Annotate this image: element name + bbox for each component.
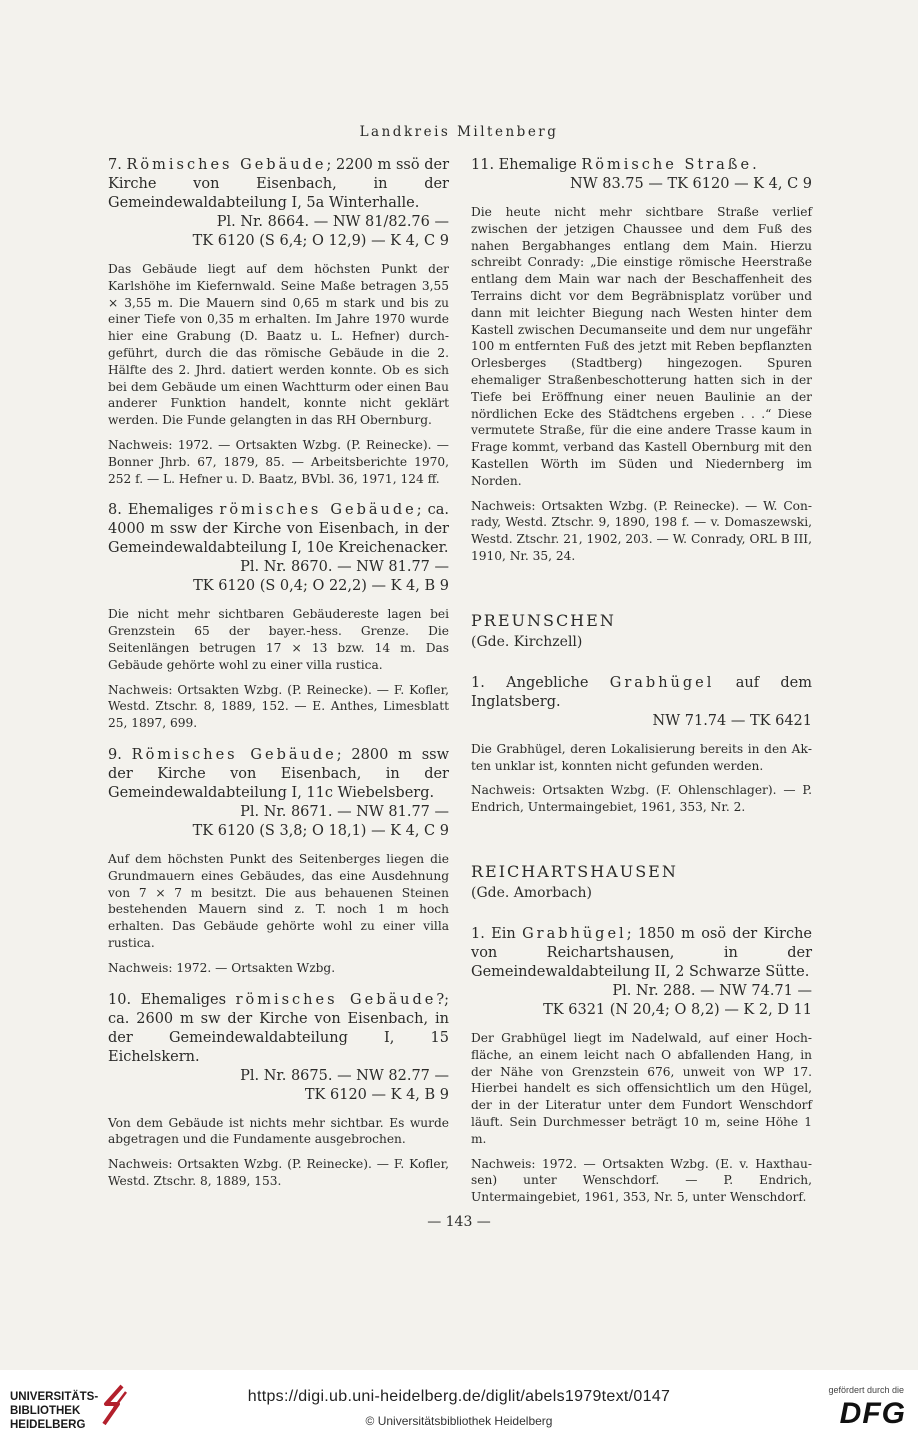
entry-title: Römisches Gebäude <box>131 746 337 763</box>
permalink-url[interactable]: https://digi.ub.uni-heidelberg.de/diglit/abels1979text/0147 <box>247 1388 671 1405</box>
municipality-subheading: (Gde. Kirchzell) <box>471 633 583 650</box>
library-logo-text: UNIVERSITÄTS- BIBLIOTHEK HEIDELBERG <box>10 1391 99 1431</box>
entry-body: Der Grabhügel liegt im Nadelwald, auf einer Hochfläche, an einem leicht nach O abfallenden Hang, in der Nähe von Grenzstein 676, unweit von WP 17. Hierbei handelt es sich offensichtlich um den Hügel, der in der Literatur unter dem Fundort Wenschdorf läuft. Sein Durchmesser beträgt 10 m, seine Höhe 1 m. <box>471 1030 812 1146</box>
entry-number: 10. Ehemaliges <box>108 991 227 1008</box>
entry-title: Römisches Gebäude <box>126 157 327 173</box>
entry-body: Von dem Gebäude ist nichts mehr sichtbar. Es wurde abgetragen und die Fundamente ausgebrochen. <box>108 1115 449 1147</box>
entry-body: Die heute nicht mehr sichtbare Straße verlief zwischen der jetzigen Chaussee und dem Fuß des nahen Bergabhanges entlang dem Main. Hierzu schreibt Conrady: „Die einstige römische Heerstraße entlang dem Main war nach der Beschaffenheit des Terrains dicht vor dem Begräbnisplatz vorüber und dann mit leichter Biegung nach Westen hinter dem Kastell zwischen Decumanseite und dem nur ungefähr 100 m entfernten Fuß des jetzt mit Reben bepflanzten Orlesberges (Stadtberg) hingezogen. Spuren ehemaliger Straßenbeschotterung hatten sich in der Tiefe bei Eröffnung einer neuen Baulinie an der nördlichen Ecke des Städtchens ergeben . . .“ Diese vermutete Straße, für die eine andere Trasse kaum in Frage kommt, verband das Kastell Obernburg mit den Kastellen Wörth im Süden und Niedernberg im Norden. <box>471 205 812 488</box>
entry-literature: Nachweis: Ortsakten Wzbg. (F. Ohlenschlager). — P. Endrich, Untermaingebiet, 1961, 353, Nr. 2. <box>471 783 812 815</box>
entry-body: Das Gebäude liegt auf dem höchsten Punkt der Karlshöhe im Kiefernwald. Seine Maße betragen 3,55 × 3,55 m. Die Mauern sind 0,65 m stark und bis zu einer Tiefe von 0,35 m erhalten. Im Jahre 1970 wurde hier eine Grabung (D. Baatz u. L. Hefner) durchgeführt, durch die das römische Gebäude in die 2. Hälfte des 2. Jhrd. datiert werden konnte. Ob es sich bei dem Gebäude um einen Wachtturm oder einen Bau anderer Funktion handelt, konnte nicht geklärt werden. Die Funde gelangten in das RH Obernburg. <box>108 262 449 428</box>
entry-heading-rest: ; ca. 4000 m ssw der Kirche von Eisenbach, in der Gemeindewaldabteilung I, 10e Kreichenacker. <box>108 502 450 557</box>
entry-number: 11. Ehemalige <box>471 157 577 173</box>
entry-number: 9. <box>108 746 122 763</box>
entry-heading <box>471 156 812 175</box>
entry-number: 1. Ein <box>471 925 516 942</box>
entry-reference: NW 71.74 — TK 6421 <box>652 712 812 729</box>
viewer-footer <box>0 1370 918 1441</box>
left-column <box>108 156 449 1190</box>
entry-heading <box>471 674 812 712</box>
entry-heading-rest: ; 2200 m ssö der Kirche von Eisenbach, in der Gemeindewaldabteilung I, 5a Winterhalle. <box>108 157 450 211</box>
entry-reference: TK 6120 — K 4, B 9 <box>304 1086 449 1103</box>
entry-heading-rest: . <box>752 157 757 173</box>
entry-reference: NW 83.75 — TK 6120 — K 4, C 9 <box>570 176 812 192</box>
entry-reference: TK 6120 (S 6,4; O 12,9) — K 4, C 9 <box>192 233 449 249</box>
entry-title: römisches Gebäude <box>219 502 417 519</box>
entry-reference: TK 6120 (S 0,4; O 22,2) — K 4, B 9 <box>193 578 449 595</box>
municipality-heading: PREUNSCHEN <box>471 610 616 630</box>
entry-reference: Pl. Nr. 8664. — NW 81/82.76 — <box>216 214 449 230</box>
entry-heading <box>108 501 449 558</box>
entry-number: 7. <box>108 157 122 173</box>
entry-body: Die nicht mehr sichtbaren Gebäudereste lagen bei Grenzstein 65 der bayer.-hess. Grenze. Die Seitenlängen betrugen 17 × 13 bzw. 14 m. Das Gebäude gehörte wohl zu einer villa rustica. <box>108 607 449 672</box>
entry-heading <box>108 746 449 803</box>
entry-number: 8. Ehemaliges <box>108 502 214 519</box>
entry-reference: Pl. Nr. 8670. — NW 81.77 — <box>240 559 449 576</box>
entry-literature: Nachweis: Ortsakten Wzbg. (P. Reinecke). — W. Conrady, Westd. Ztschr. 9, 1890, 198 f. — v. Domaszewski, Westd. Ztschr. 21, 1902, 203. — W. Conrady, ORL B III, 1910, Nr. 35, 24. <box>471 498 812 563</box>
entry-body: Auf dem höchsten Punkt des Seitenberges liegen die Grundmauern eines Gebäudes, das eine Ausdehnung von 7 × 7 m besitzt. Die aus behauenen Steinen bestehenden Mauern sind z. T. noch 1 m hoch erhalten. Das Gebäude gehörte wohl zu einer villa rustica. <box>108 851 449 950</box>
entry-body: Die Grabhügel, deren Lokalisierung bereits in den Akten unklar ist, konnten nicht gefunden werden. <box>471 741 812 773</box>
entry-literature: Nachweis: Ortsakten Wzbg. (P. Reinecke). — F. Kofler, Westd. Ztschr. 8, 1889, 153. <box>108 1157 449 1188</box>
entry-heading <box>471 925 812 982</box>
entry-reference: Pl. Nr. 288. — NW 74.71 — <box>612 982 812 999</box>
right-column <box>471 156 812 1206</box>
entry-heading-rest: ; 2800 m ssw der Kirche von Eisenbach, in der Gemeindewaldabteilung I, 11c Wiebelsberg. <box>108 746 449 801</box>
running-header: Landkreis Miltenberg <box>359 124 559 140</box>
entry-title: römisches Gebäude <box>235 991 437 1008</box>
entry-reference: TK 6321 (N 20,4; O 8,2) — K 2, D 11 <box>543 1001 812 1018</box>
entry-reference: Pl. Nr. 8675. — NW 82.77 — <box>240 1067 449 1084</box>
page-number: — 143 — <box>427 1214 491 1230</box>
entry-reference: TK 6120 (S 3,8; O 18,1) — K 4, C 9 <box>192 822 449 839</box>
entry-heading-rest: ?; ca. 2600 m sw der Kirche von Eisenbach, in der Gemeindewaldabteilung I, 15 Eichelskern. <box>108 991 450 1065</box>
entry-reference: Pl. Nr. 8671. — NW 81.77 — <box>240 803 449 820</box>
entry-number: 1. Angebliche <box>471 674 589 691</box>
dfg-logo[interactable]: DFG <box>839 1397 906 1430</box>
entry-heading-rest: ; 1850 m osö der Kirche von Reichartshausen, in der Gemeindewaldabteilung II, 2 Schwarze Sütte. <box>471 925 812 980</box>
entry-literature: Nachweis: 1972. — Ortsakten Wzbg. (E. v. Haxthausen) unter Wenschdorf. — P. Endrich, Untermaingebiet, 1961, 353, Nr. 5, unter Wenschdorf. <box>471 1156 812 1205</box>
entry-title: Grabhügel <box>522 925 627 942</box>
entry-literature: Nachweis: 1972. — Ortsakten Wzbg. (P. Reinecke). — Bonner Jhrb. 67, 1879, 85. — Arbeitsberichte 1970, 252 f. — L. Hefner u. D. Baatz, BVbl. 36, 1971, 124 ff. <box>108 437 449 486</box>
entry-heading <box>108 991 449 1067</box>
entry-literature: Nachweis: 1972. — Ortsakten Wzbg. <box>108 960 336 975</box>
entry-literature: Nachweis: Ortsakten Wzbg. (P. Reinecke). — F. Kofler, Westd. Ztschr. 8, 1889, 152. — E. Anthes, Limesblatt 25, 1897, 699. <box>108 682 449 731</box>
copyright-notice: © Universitätsbibliothek Heidelberg <box>365 1414 553 1428</box>
entry-title: Römische Straße <box>581 157 753 173</box>
municipality-heading: REICHARTSHAUSEN <box>471 861 678 881</box>
entry-heading <box>108 156 449 213</box>
municipality-subheading: (Gde. Amorbach) <box>471 884 592 901</box>
funding-label: gefördert durch die <box>828 1385 904 1395</box>
entry-title: Grabhügel <box>609 674 715 691</box>
entry-heading-rest: auf dem Inglatsberg. <box>471 674 813 710</box>
